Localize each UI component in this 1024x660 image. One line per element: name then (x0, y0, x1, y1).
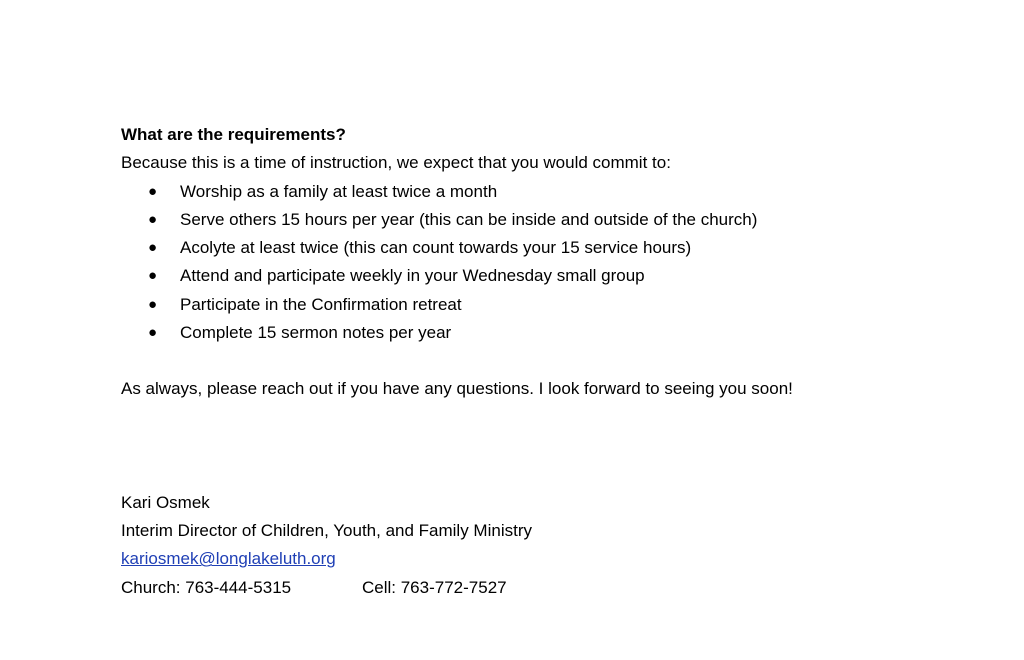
list-item (121, 262, 941, 290)
bullet-icon: ● (148, 324, 158, 342)
requirements-list (121, 178, 941, 348)
list-item (121, 234, 941, 262)
signature-name: Kari Osmek (121, 492, 210, 512)
bullet-icon: ● (148, 267, 158, 285)
signature-title: Interim Director of Children, Youth, and Family Ministry (121, 520, 532, 540)
church-phone: Church: 763-444-5315 (121, 577, 292, 597)
list-item (121, 291, 941, 319)
cell-phone: Cell: 763-772-7527 (362, 577, 507, 597)
list-item (121, 319, 941, 347)
list-item (121, 178, 941, 206)
bullet-icon: ● (148, 182, 158, 200)
intro-paragraph: Because this is a time of instruction, we expect that you would commit to: (121, 153, 671, 173)
spacer (121, 347, 941, 375)
document-body (121, 121, 941, 602)
list-item-text: Participate in the Confirmation retreat (180, 294, 462, 314)
list-item-text: Serve others 15 hours per year (this can be inside and outside of the church) (180, 209, 758, 229)
phone-row (121, 574, 941, 602)
list-item-text: Worship as a family at least twice a month (180, 181, 498, 201)
list-item-text: Acolyte at least twice (this can count towards your 15 service hours) (180, 238, 692, 258)
list-item-text: Attend and participate weekly in your Wednesday small group (180, 266, 645, 286)
list-item-text: Complete 15 sermon notes per year (180, 323, 452, 343)
bullet-icon: ● (148, 239, 158, 257)
section-heading: What are the requirements? (121, 125, 346, 144)
list-item (121, 206, 941, 234)
email-link[interactable]: kariosmek@longlakeluth.org (121, 549, 336, 569)
closing-paragraph: As always, please reach out if you have any questions. I look forward to seeing you soon! (121, 379, 793, 399)
bullet-icon: ● (148, 295, 158, 313)
bullet-icon: ● (148, 210, 158, 228)
spacer (121, 404, 941, 489)
signature-email-line (121, 545, 941, 573)
